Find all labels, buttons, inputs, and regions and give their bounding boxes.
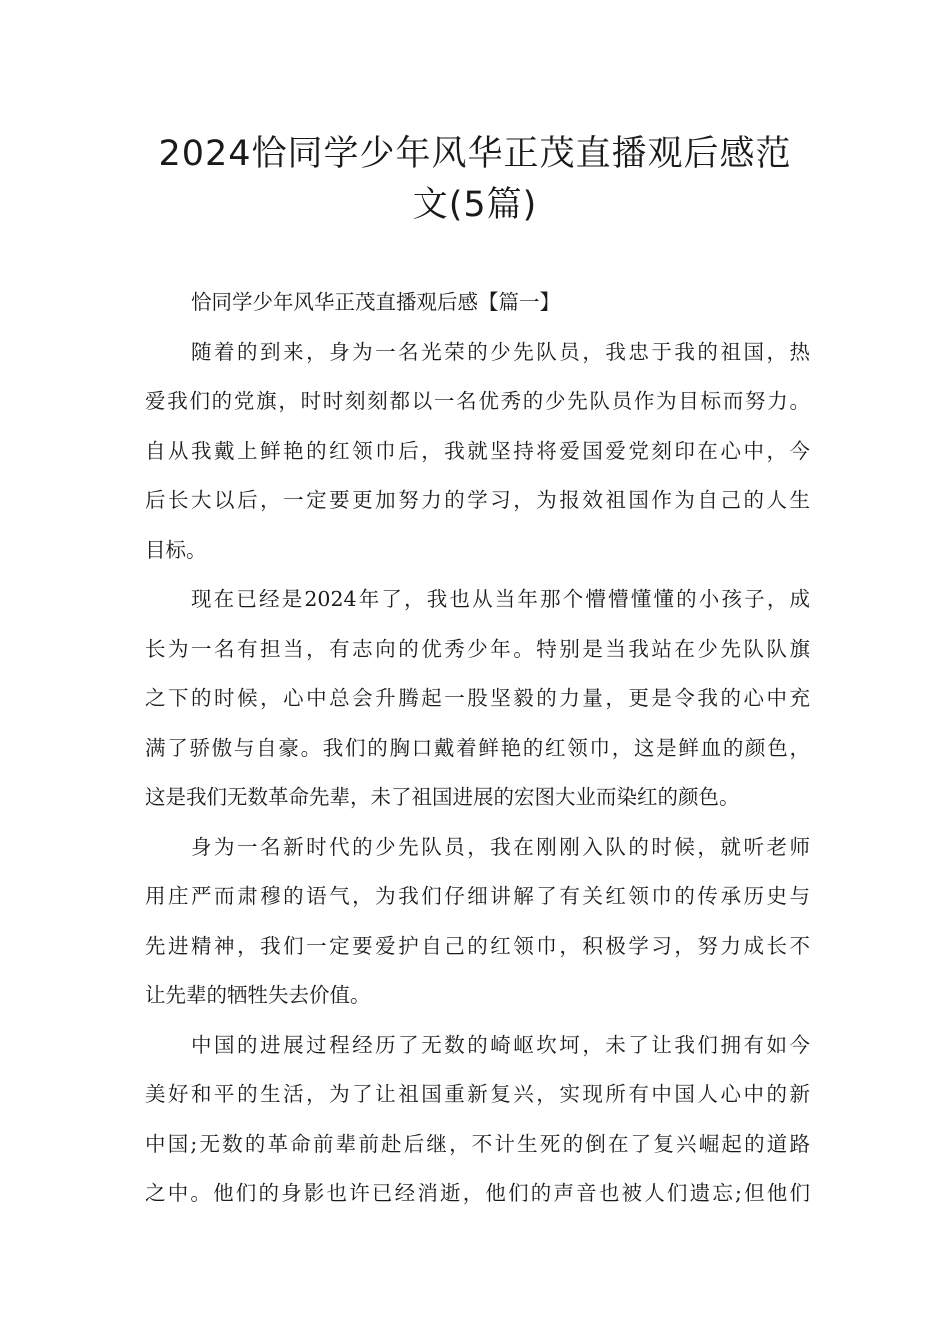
- paragraph-line: 长为一名有担当，有志向的优秀少年。特别是当我站在少先队队旗: [145, 636, 810, 661]
- paragraph-line: 之下的时候，心中总会升腾起一股坚毅的力量，更是令我的心中充: [145, 686, 810, 710]
- paragraph-line: 自从我戴上鲜艳的红领巾后，我就坚持将爱国爱党刻印在心中，今: [145, 438, 810, 463]
- paragraph-line: 身为一名新时代的少先队员，我在刚刚入队的时候，就听老师: [191, 834, 810, 859]
- paragraph-line: 用庄严而肃穆的语气，为我们仔细讲解了有关红领巾的传承历史与: [145, 884, 810, 908]
- document-body: [145, 278, 810, 1219]
- paragraph-line: 这是我们无数革命先辈，未了祖国进展的宏图大业而染红的颜色。: [145, 785, 740, 809]
- section-heading: 恰同学少年风华正茂直播观后感【篇一】: [191, 290, 560, 314]
- paragraph-line: 现在已经是2024年了，我也从当年那个懵懵懂懂的小孩子，成: [191, 587, 810, 611]
- paragraph-line: 爱我们的党旗，时时刻刻都以一名优秀的少先队员作为目标而努力。: [145, 389, 810, 413]
- paragraph-line: 先进精神，我们一定要爱护自己的红领巾，积极学习，努力成长不: [145, 933, 810, 958]
- paragraph-line: 之中。他们的身影也许已经消逝，他们的声音也被人们遗忘;但他们: [145, 1181, 810, 1205]
- paragraph-line: 后长大以后，一定要更加努力的学习，为报效祖国作为自己的人生: [145, 488, 810, 512]
- paragraph-line: 目标。: [145, 537, 207, 562]
- document-title-line-1: 2024恰同学少年风华正茂直播观后感范: [158, 134, 792, 174]
- paragraph-line: 满了骄傲与自豪。我们的胸口戴着鲜艳的红领巾，这是鲜血的颜色，: [145, 735, 810, 760]
- paragraph-line: 让先辈的牺牲失去价值。: [145, 983, 371, 1007]
- paragraph-line: 美好和平的生活，为了让祖国重新复兴，实现所有中国人心中的新: [145, 1082, 810, 1106]
- paragraph-line: 中国的进展过程经历了无数的崎岖坎坷，未了让我们拥有如今: [191, 1032, 810, 1057]
- document-title-line-2: 文(5篇): [412, 185, 538, 225]
- paragraph-line: 随着的到来，身为一名光荣的少先队员，我忠于我的祖国，热: [191, 339, 810, 364]
- paragraph-line: 中国;无数的革命前辈前赴后继，不计生死的倒在了复兴崛起的道路: [145, 1131, 810, 1156]
